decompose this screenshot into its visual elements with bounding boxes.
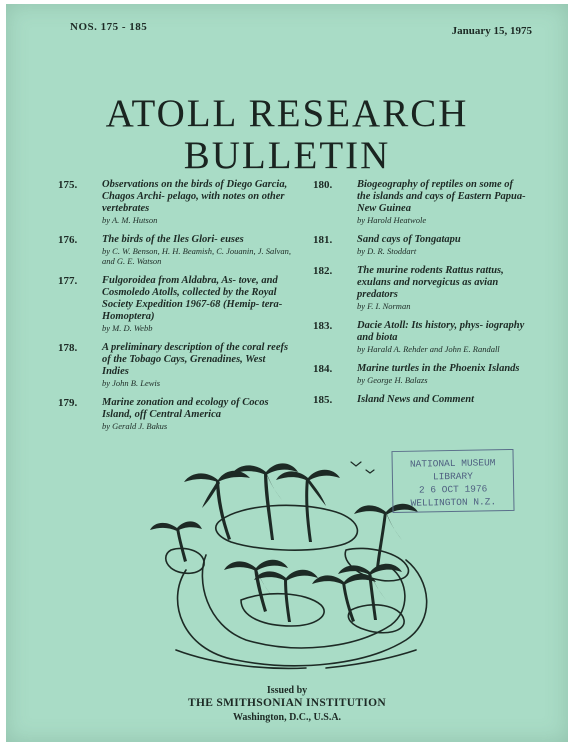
entry-title: Sand cays of Tongatapu	[357, 234, 461, 245]
entry-author: by George H. Balazs	[357, 375, 428, 385]
stamp-line: WELLINGTON N.Z.	[410, 496, 497, 509]
library-stamp	[391, 449, 514, 513]
bulletin-title-line1: ATOLL RESEARCH	[105, 92, 469, 135]
entry-author: by A. M. Hutson	[102, 215, 158, 225]
entry-number: 184.	[313, 363, 333, 375]
contents-entry	[313, 320, 527, 354]
entry-author: by C. W. Benson, H. H. Beamish, C. Jouanin, J. Salvan, and G. E. Watson	[102, 246, 292, 266]
entry-title: Marine turtles in the Phoenix Islands	[357, 363, 520, 374]
contents-entry	[313, 363, 527, 385]
entry-number: 177.	[58, 275, 78, 287]
publisher-location: Washington, D.C., U.S.A.	[232, 712, 342, 723]
contents-entry	[58, 275, 294, 333]
entry-number: 183.	[313, 320, 333, 332]
contents-entry	[313, 179, 527, 225]
entry-author: by M. D. Webb	[102, 323, 153, 333]
stamp-line: 2 6 OCT 1976	[418, 483, 488, 496]
stamp-line: NATIONAL MUSEUM	[409, 457, 496, 470]
entry-title: Marine zonation and ecology of Cocos Island, off Central America	[102, 397, 269, 420]
contents-left-column	[58, 179, 294, 440]
contents-entry	[313, 394, 527, 406]
publisher-name: THE SMITHSONIAN INSTITUTION	[188, 697, 386, 709]
entry-title: Island News and Comment	[357, 394, 474, 405]
entry-title: A preliminary description of the coral reefs of the Tobago Cays, Grenadines, West Indies	[102, 342, 289, 377]
entry-title: Fulgoroidea from Aldabra, As- tove, and Cosmoledo Atolls, collected by the Royal Society Expedition 1967-68 (Hemip- tera-Homoptera)	[102, 275, 283, 322]
contents-right-column	[313, 179, 527, 415]
contents-entry	[58, 179, 294, 225]
entry-author: by Harald A. Rehder and John E. Randall	[357, 344, 500, 354]
contents-entry	[58, 342, 294, 388]
issued-by-label: Issued by	[266, 685, 308, 696]
entry-author: by F. I. Norman	[357, 301, 411, 311]
entry-author: by Gerald J. Bakus	[102, 421, 168, 431]
entry-title: Observations on the birds of Diego Garcia, Chagos Archi- pelago, with notes on other vertebrates	[102, 179, 288, 214]
entry-number: 181.	[313, 234, 333, 246]
contents-entry	[313, 234, 527, 256]
contents-entry	[313, 265, 527, 311]
entry-author: by Harold Heatwole	[357, 215, 427, 225]
entry-author: by John B. Lewis	[102, 378, 161, 388]
entry-title: Dacie Atoll: Its history, phys- iography and biota	[357, 320, 525, 343]
entry-author: by D. R. Stoddart	[357, 246, 417, 256]
entry-number: 178.	[58, 342, 78, 354]
bulletin-title-line2: BULLETIN	[183, 134, 391, 177]
bulletin-cover	[6, 4, 568, 742]
entry-number: 180.	[313, 179, 333, 191]
entry-number: 176.	[58, 234, 78, 246]
entry-title: Biogeography of reptiles on some of the islands and cays of Eastern Papua-New Guinea	[357, 179, 526, 214]
entry-number: 185.	[313, 394, 333, 406]
stamp-line: LIBRARY	[432, 470, 473, 483]
entry-title: The birds of the Iles Glori- euses	[102, 234, 244, 245]
issue-numbers: NOS. 175 - 185	[70, 21, 148, 33]
contents-entry	[58, 234, 294, 266]
contents-entry	[58, 397, 294, 431]
entry-number: 175.	[58, 179, 78, 191]
issue-date: January 15, 1975	[451, 25, 532, 37]
entry-number: 179.	[58, 397, 78, 409]
entry-title: The murine rodents Rattus rattus, exulans and norvegicus as avian predators	[357, 265, 504, 300]
entry-number: 182.	[313, 265, 333, 277]
